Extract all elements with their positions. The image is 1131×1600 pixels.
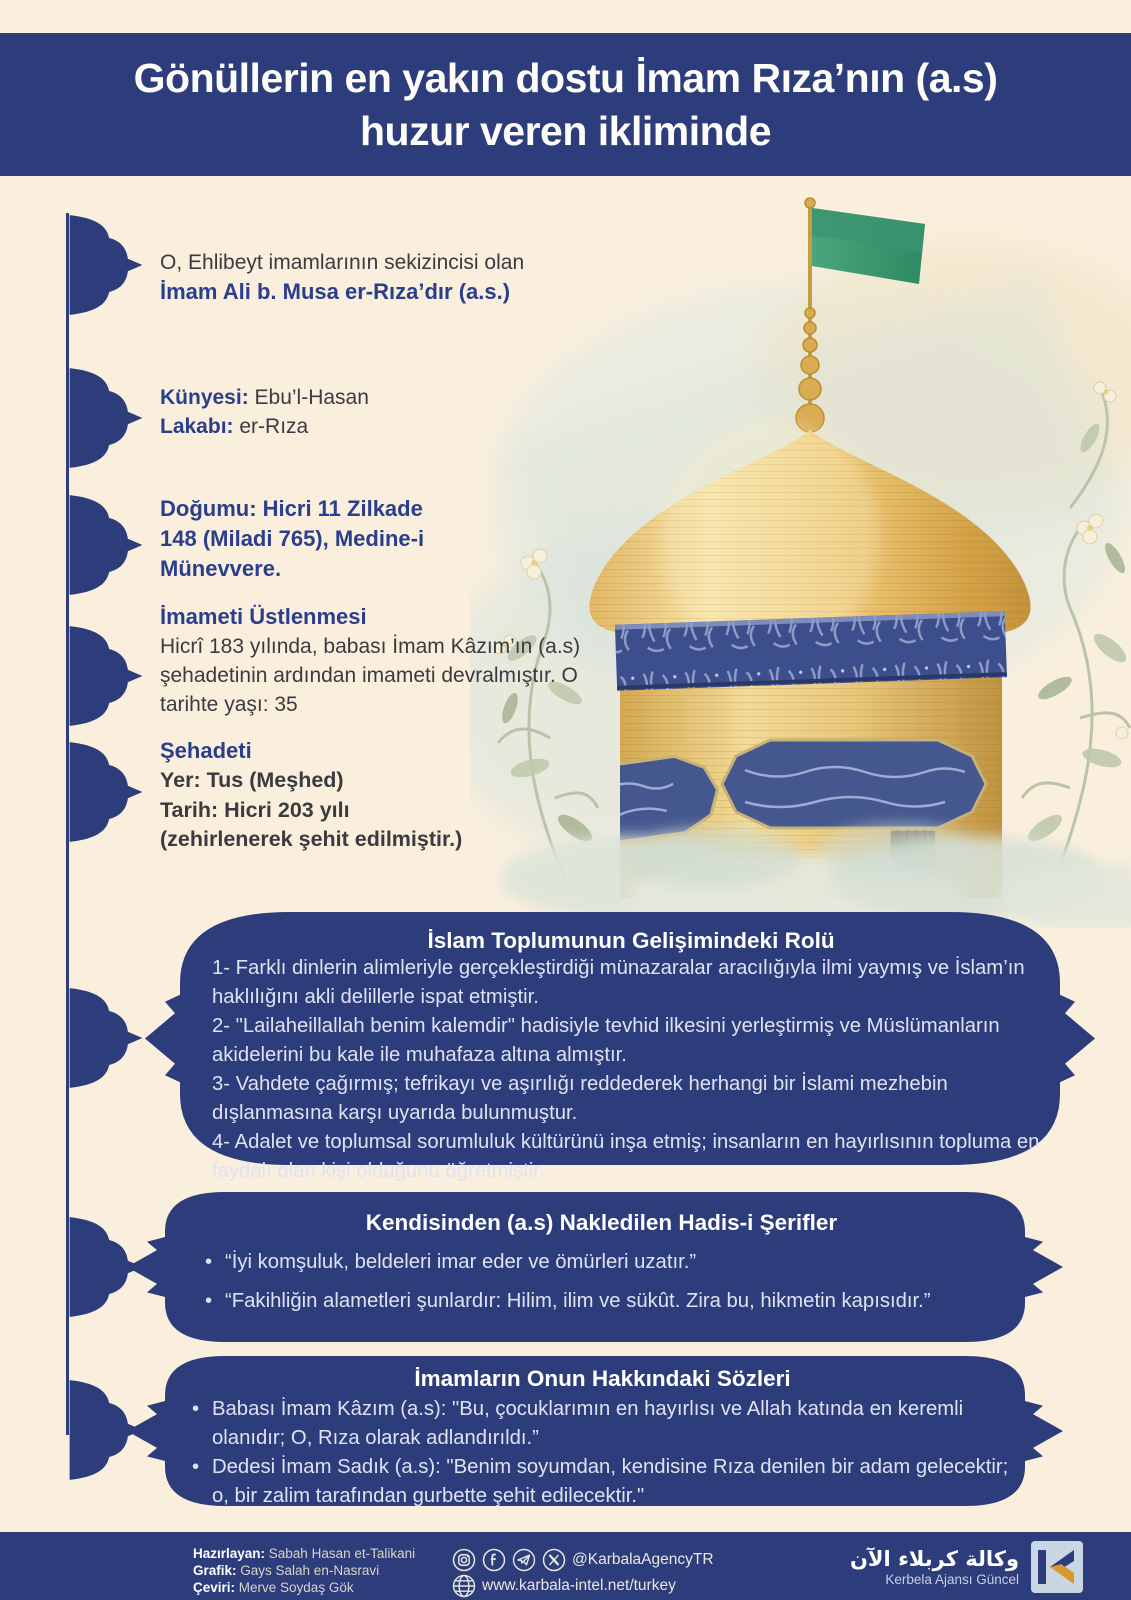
credit-line: Çeviri: Merve Soydaş Gök: [193, 1580, 354, 1595]
section-imamet: [160, 602, 622, 719]
sehadet-line: Tarih: Hicri 203 yılı: [160, 797, 350, 822]
lakab-label: Lakabı:: [160, 415, 234, 438]
panel-heading: İmamların Onun Hakkındaki Sözleri: [414, 1366, 791, 1391]
section-intro: [160, 248, 630, 307]
imamet-body: Hicrî 183 yılında, babası İmam Kâzım’ın (a.s) şehadetinin ardından imameti devralmıştır. O tarihte yaşı: 35: [160, 635, 581, 716]
agency-logo: [1031, 1541, 1083, 1593]
hadith-bullet: • “Fakihliğin alametleri şunlardır: Hilim, ilim ve sükût. Zira bu, hikmetin kapısıdır.”: [203, 1287, 1000, 1316]
footer-credits: [193, 1545, 415, 1596]
sehadet-line: (zehirlenerek şehit edilmiştir.): [160, 827, 463, 851]
section-kunye: [160, 383, 630, 441]
arch-ornament: [66, 493, 146, 597]
panel-line: 2- "Lailaheillallah benim kalemdir" hadisiyle tevhid ilkesini yerleştirmiş ve Müslümanların akidelerini bu kale ile muhafaza altına almıştır.: [212, 1015, 1000, 1067]
arch-ornament: [66, 624, 146, 728]
kunye-value: Ebu’l-Hasan: [248, 386, 369, 409]
arch-ornament: [66, 366, 146, 470]
section-dogum: [160, 494, 630, 584]
facebook-icon[interactable]: [482, 1548, 506, 1572]
panel-imams-quotes: [95, 1356, 1095, 1506]
panel-line: 4- Adalet ve toplumsal sorumluluk kültürünü inşa etmiş; insanların en hayırlısının topluma en faydalı olan kişi olduğunu öğretmiştir.: [212, 1131, 1040, 1183]
intro-line: O, Ehlibeyt imamlarının sekizincisi olan: [160, 251, 525, 274]
credit-line: Hazırlayan: Sabah Hasan et-Talikani: [193, 1546, 416, 1561]
x-icon[interactable]: [542, 1548, 566, 1572]
sehadet-line: Yer: Tus (Meşhed): [160, 768, 344, 792]
quote-bullet: • Babası İmam Kâzım (a.s): "Bu, çocuklarımın en hayırlısı ve Allah katında en keremli olanıdır; O, Rıza olarak adlandırıldı.”: [190, 1395, 1015, 1453]
brand-name-turkish: Kerbela Ajansı Güncel: [885, 1572, 1019, 1587]
quote-bullet: • Dedesi İmam Sadık (a.s): "Benim soyumdan, kendisine Rıza denilen bir adam gelecektir; o, bir zalim tarafından gurbette şehit edilecektir.": [190, 1453, 1015, 1511]
flag-pole: [808, 203, 812, 438]
lakab-value: er-Rıza: [233, 415, 309, 438]
sehadet-heading: Şehadeti: [160, 738, 252, 763]
panel-heading: İslam Toplumunun Gelişimindeki Rolü: [427, 928, 835, 953]
dogum-line: Doğumu: Hicri 11 Zilkade: [160, 496, 423, 521]
poster-title: [134, 52, 998, 157]
panel-line: 3- Vahdete çağırmış; tefrikayı ve aşırılığı reddederek herhangi bir İslami mezhebin dışlanmasına karşı uyarıda bulunmuştur.: [212, 1073, 948, 1125]
footer-social: [452, 1547, 714, 1599]
hadith-bullet: • “İyi komşuluk, beldeleri imar eder ve ömürleri uzatır.”: [203, 1248, 1000, 1277]
panel-line: 1- Farklı dinlerin alimleriyle gerçekleştirdiği münazaralar aracılığıyla ilmi yaymış ve İslam’ın haklılığını akli delillerle ispat etmiştir.: [212, 957, 1025, 1009]
header-band: [0, 33, 1131, 176]
footer-brand: [850, 1541, 1083, 1593]
website-url[interactable]: www.karbala-intel.net/turkey: [482, 1577, 676, 1594]
dogum-line: 148 (Miladi 765), Medine-i: [160, 526, 425, 551]
panel-hadith: [95, 1192, 1095, 1342]
kunye-label: Künyesi:: [160, 386, 249, 409]
title-line-2: huzur veren ikliminde: [360, 107, 771, 154]
brand-name-arabic: وكالة كربلاء الآن: [850, 1547, 1019, 1571]
telegram-icon[interactable]: [512, 1548, 536, 1572]
imam-name: İmam Ali b. Musa er-Rıza’dır (a.s.): [160, 279, 511, 304]
imamet-heading: İmameti Üstlenmesi: [160, 604, 367, 629]
dogum-line: Münevvere.: [160, 556, 282, 581]
panel-islam-society-role: [120, 912, 1120, 1183]
calligraphy-plaque-right: [722, 740, 986, 828]
green-flag: [812, 208, 925, 284]
panel-heading: Kendisinden (a.s) Nakledilen Hadis-i Şerifler: [365, 1210, 838, 1235]
title-line-1: Gönüllerin en yakın dostu İmam Rıza’nın (a.s): [133, 55, 998, 102]
arch-ornament: [66, 740, 146, 844]
section-sehadet: [160, 736, 630, 855]
social-handle[interactable]: @KarbalaAgencyTR: [572, 1551, 714, 1568]
globe-icon: [452, 1574, 476, 1598]
arch-ornament: [66, 213, 146, 317]
credit-line: Grafik: Gays Salah en-Nasravi: [193, 1563, 380, 1578]
calligraphy-band: [615, 611, 1007, 691]
instagram-icon[interactable]: [452, 1548, 476, 1572]
